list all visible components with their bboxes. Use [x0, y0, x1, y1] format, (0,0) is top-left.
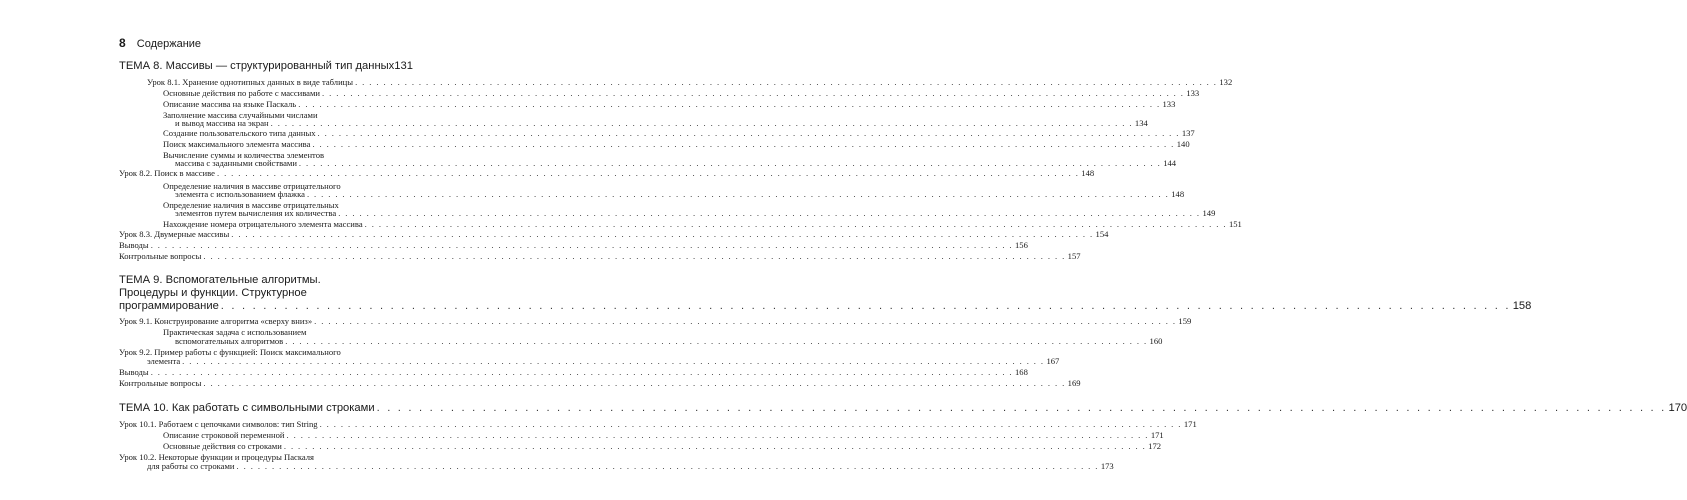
leader-dots: [221, 300, 1511, 313]
leader-dots: [299, 158, 1161, 168]
toc-entry: [119, 158, 1177, 168]
page-ref: 148: [1171, 189, 1185, 199]
leader-dots: [298, 99, 1160, 109]
page-ref: 167: [1046, 356, 1060, 366]
leader-dots: [307, 189, 1169, 199]
entry-title: Заполнение массива случайными числами: [163, 110, 318, 120]
toc-entry: [119, 336, 1163, 346]
page-ref: 133: [1162, 99, 1176, 109]
toc-entry: [119, 128, 1195, 138]
page-ref: 131: [394, 60, 413, 72]
entry-title: Основные действия со строками: [163, 441, 282, 451]
page-ref: 154: [1095, 229, 1109, 239]
toc-entry: [119, 219, 1242, 229]
toc-entry: [119, 189, 1185, 199]
page-ref: 169: [1067, 378, 1081, 388]
page-ref: 148: [1081, 168, 1095, 178]
entry-title: Урок 8.2. Поиск в массиве: [119, 168, 215, 178]
entry-title: Основные действия по работе с массивами: [163, 88, 321, 98]
entry-title: Выводы: [119, 240, 149, 250]
toc-entry: [119, 168, 1095, 178]
leader-dots: [151, 240, 1013, 250]
leader-dots: [271, 118, 1133, 128]
page-ref: 172: [1148, 441, 1162, 451]
toc-entry: [119, 77, 1233, 87]
topic-10-heading: [119, 402, 1687, 415]
toc-entry: [119, 229, 1109, 239]
topic-title-line: программирование: [119, 300, 219, 312]
leader-dots: [314, 316, 1176, 326]
topic-9-heading: [119, 300, 1532, 313]
page-ref: 160: [1149, 336, 1163, 346]
toc-entry: [119, 251, 1081, 261]
entry-title: Описание массива на языке Паскаль: [163, 99, 297, 109]
toc-entry: [119, 461, 1114, 471]
topic-9-heading: [119, 274, 376, 287]
topic-8-heading: [119, 60, 413, 73]
page-ref: 137: [1181, 128, 1195, 138]
entry-title: Определение наличия в массиве отрицательных: [163, 200, 339, 210]
entry-title: Урок 10.1. Работаем с цепочками символов: тип String: [119, 419, 318, 429]
toc-entry: [119, 367, 1028, 377]
leader-dots: [284, 441, 1146, 451]
leader-dots: [355, 77, 1217, 87]
leader-dots: [285, 336, 1147, 346]
leader-dots: [203, 378, 1065, 388]
page-ref: 134: [1134, 118, 1148, 128]
entry-title: Контрольные вопросы: [119, 251, 202, 261]
toc-entry: [119, 419, 1197, 429]
leader-dots: [203, 251, 1065, 261]
toc-entry: [119, 99, 1176, 109]
page-ref: 171: [1150, 430, 1164, 440]
toc-entry: [119, 441, 1162, 451]
topic-title: ТЕМА 10. Как работать с символьными строками: [119, 402, 375, 414]
entry-title: Вычисление суммы и количества элементов: [163, 150, 325, 160]
entry-title: Нахождение номера отрицательного элемента массива: [163, 219, 363, 229]
topic-title-line: Процедуры и функции. Структурное: [119, 287, 307, 299]
toc-entry: [119, 88, 1200, 98]
toc-entry: [119, 356, 1060, 366]
leader-dots: [320, 419, 1182, 429]
toc-entry: [119, 118, 1148, 128]
toc-entry: [119, 378, 1081, 388]
entry-title: и вывод массива на экран: [175, 118, 269, 128]
entry-title: Выводы: [119, 367, 149, 377]
leader-dots: [318, 128, 1180, 138]
entry-title: Урок 8.1. Хранение однотипных данных в виде таблицы: [147, 77, 354, 87]
page-ref: 144: [1163, 158, 1177, 168]
page-ref: 168: [1014, 367, 1028, 377]
page-ref: 156: [1014, 240, 1028, 250]
entry-title: элементов путем вычисления их количества: [175, 208, 337, 218]
page-ref: 157: [1067, 251, 1081, 261]
leader-dots: [287, 430, 1149, 440]
entry-title: элемента: [147, 356, 181, 366]
toc-entry: [119, 316, 1192, 326]
leader-dots: [377, 402, 1667, 415]
page-ref: 151: [1228, 219, 1242, 229]
page-ref: 158: [1512, 300, 1532, 312]
entry-title: Урок 9.1. Конструирование алгоритма «сверху вниз»: [119, 316, 313, 326]
leader-dots: [365, 219, 1227, 229]
page-ref: 159: [1178, 316, 1192, 326]
entry-title: Определение наличия в массиве отрицательного: [163, 181, 341, 191]
leader-dots: [237, 461, 1099, 471]
page-header: [119, 36, 201, 50]
page-number: 8: [119, 36, 126, 50]
entry-title: вспомогательных алгоритмов: [175, 336, 284, 346]
entry-title: Урок 9.2. Пример работы с функцией: Поиск максимального: [119, 347, 341, 357]
entry-title: для работы со строками: [147, 461, 235, 471]
toc-entry: [119, 240, 1028, 250]
leader-dots: [322, 88, 1184, 98]
entry-title: Практическая задача с использованием: [163, 327, 307, 337]
entry-title: Контрольные вопросы: [119, 378, 202, 388]
entry-title: массива с заданными свойствами: [175, 158, 297, 168]
leader-dots: [151, 367, 1013, 377]
entry-title: элемента с использованием флажка: [175, 189, 305, 199]
entry-title: Урок 10.2. Некоторые функции и процедуры Паскаля: [119, 452, 315, 462]
entry-title: Поиск максимального элемента массива: [163, 139, 311, 149]
page-ref: 149: [1202, 208, 1216, 218]
toc-entry: [119, 430, 1164, 440]
topic-title: ТЕМА 8. Массивы — структурированный тип данных: [119, 60, 395, 72]
leader-dots: [182, 356, 1044, 366]
page-ref: 140: [1176, 139, 1190, 149]
leader-dots: [217, 168, 1079, 178]
topic-9-heading: [119, 287, 376, 300]
toc-entry: [119, 208, 1216, 218]
header-title: Содержание: [136, 38, 202, 50]
page-ref: 133: [1186, 88, 1200, 98]
toc-entry: [119, 139, 1190, 149]
entry-title: Урок 8.3. Двумерные массивы: [119, 229, 230, 239]
topic-title-line: ТЕМА 9. Вспомогательные алгоритмы.: [119, 274, 321, 286]
page-ref: 170: [1668, 402, 1687, 414]
entry-title: Создание пользовательского типа данных: [163, 128, 316, 138]
page-ref: 173: [1100, 461, 1114, 471]
leader-dots: [312, 139, 1174, 149]
entry-title: Описание строковой переменной: [163, 430, 285, 440]
leader-dots: [231, 229, 1093, 239]
page-ref: 171: [1183, 419, 1197, 429]
page-ref: 132: [1219, 77, 1233, 87]
leader-dots: [338, 208, 1200, 218]
